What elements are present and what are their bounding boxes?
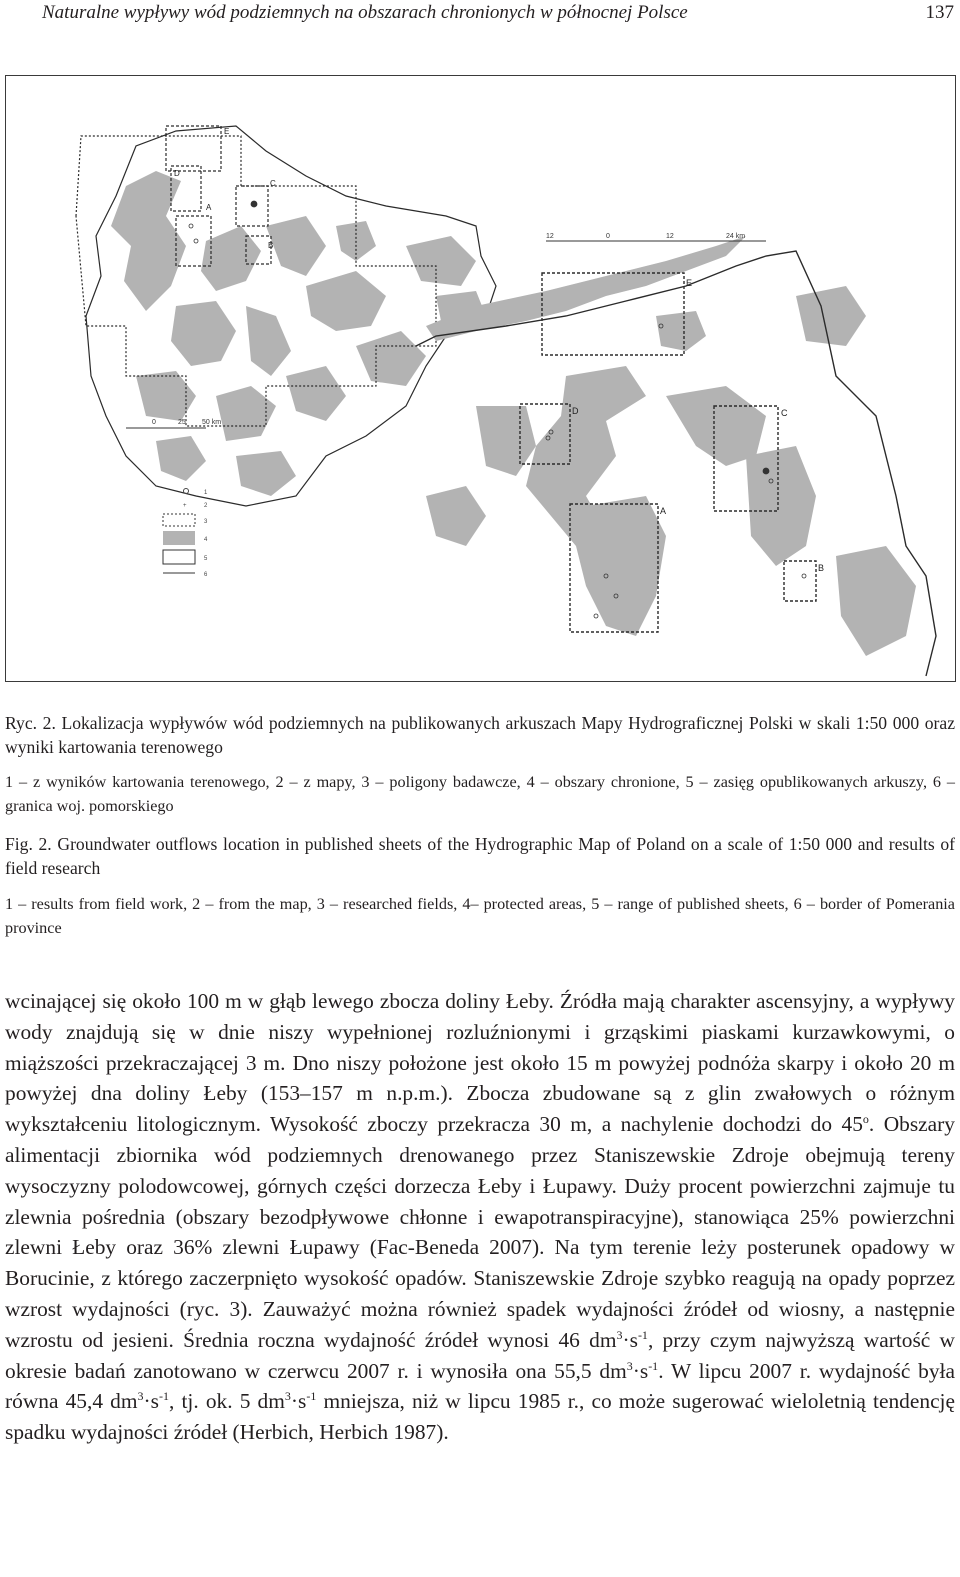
outflow-point xyxy=(802,574,806,578)
legend-symbol-3 xyxy=(163,514,195,526)
protected-area-d xyxy=(476,406,536,476)
main-scale-24: 24 km xyxy=(726,233,746,240)
inset-protected-area xyxy=(171,301,236,366)
area-label-a: A xyxy=(660,506,667,516)
protected-area-w xyxy=(426,486,486,546)
map-svg xyxy=(6,76,954,680)
inset-protected-area xyxy=(246,306,291,376)
caption-en-title: Fig. 2. Groundwater outflows location in published sheets of the Hydrographic Map of Poland on a scale of 1:50 000 and results of field research xyxy=(5,834,955,878)
outflow-point xyxy=(194,239,198,243)
legend-num-1: 1 xyxy=(204,490,208,496)
map-legend xyxy=(163,489,208,579)
outflow-point xyxy=(189,224,193,228)
main-scale-12a: 12 xyxy=(546,233,554,240)
legend-symbol-2: + xyxy=(183,503,187,509)
figure-map xyxy=(5,75,956,682)
inset-labels xyxy=(174,127,276,250)
area-label-d: D xyxy=(572,406,579,416)
inset-protected-area xyxy=(266,216,326,276)
outflow-point xyxy=(251,201,257,207)
running-header xyxy=(42,2,954,26)
inset-label-b: B xyxy=(268,241,274,250)
inset-scale xyxy=(126,419,221,428)
protected-area-east xyxy=(666,386,766,466)
area-label-b: B xyxy=(818,563,825,573)
main-map-protected-areas xyxy=(426,236,916,656)
main-scale-0: 0 xyxy=(606,233,610,240)
inset-scale-50: 50 km xyxy=(202,419,222,426)
field-b xyxy=(784,561,816,601)
inset-label-d: D xyxy=(174,169,180,178)
caption-en-legend: 1 – results from field work, 2 – from the map, 3 – researched fields, 4– protected areas, 5 – range of published sheets, 6 – border of Pomerania province xyxy=(5,895,955,937)
inset-label-c: C xyxy=(270,179,276,188)
main-scale-12b: 12 xyxy=(666,233,674,240)
protected-area-c xyxy=(746,446,816,566)
inset-scale-0: 0 xyxy=(152,419,156,426)
inset-protected-area xyxy=(136,371,196,421)
inset-protected-area xyxy=(156,436,206,481)
body-paragraph: wcinającej się około 100 m w głąb lewego zbocza doliny Łeby. Źródła mają charakter ascensyjny, a wypływy wody znajdują się w dnie niszy wypełnionej rozluźnionymi i grząskimi piaskami kurzawkowymi, o miąższości przekraczającej 3 m. Dno niszy położone jest około 15 m powyżej podnóża skarpy i około 20 m powyżej dna doliny Łeby (153–157 m n.p.m.). Zbocza zbudowane są z glin zwałowych o różnym wykształceniu litologicznym. Wysokość zboczy przekracza 30 m, a nachylenie dochodzi do 45$^o$. Obszary alimentacji zbiornika wód podziemnych drenowanego przez Staniszewskie Zdroje obejmują tereny wysoczyzny polodowcowej, górnych części dorzecza Łeby i Łupawy. Duży procent powierzchni zajmuje tu zlewnia pośrednia (obszary bezodpływowe chłonne i ewapotranspiracyjne), stanowiąca 25% powierzchni zlewni Łeby oraz 36% zlewni Łupawy (Fac-Beneda 2007). Na tym terenie leży posterunek opadowy w Borucinie, z którego zaczerpnięto wysokość opadów. Staniszewskie Zdroje szybko reagują na opady poprzez wzrost wydajności (ryc. 3). Zauważyć można również spadek wydajności źródeł od wiosny, a następnie wzrostu od jesieni. Średnia roczna wydajność źródeł wynosi 46 $dm^3\cdot s^{-1}$, przy czym najwyższą wartość w okresie badań zanotowano w czerwcu 2007 r. i wynosiła ona 55,5 $dm^3\cdot s^{-1}$. W lipcu 2007 r. wydajność była równa 45,4 $dm^3\cdot s^{-1}$, tj. ok. 5 $dm^3\cdot s^{-1}$ mniejsza, niż w lipcu 1985 r., co może sugerować wieloletnią tendencję spadku wydajności źródeł (Herbich, Herbich 1987). xyxy=(5,989,955,1445)
inset-field-e xyxy=(166,126,221,171)
page-number: 137 xyxy=(925,2,954,23)
inset-map xyxy=(111,171,486,496)
inset-protected-area xyxy=(236,451,296,496)
legend-num-6: 6 xyxy=(204,572,208,578)
protected-area-a xyxy=(576,496,666,636)
inset-label-a: A xyxy=(206,203,212,212)
inset-protected-area xyxy=(286,366,346,421)
legend-symbol-1 xyxy=(184,489,189,494)
protected-area-se xyxy=(836,546,916,656)
outflow-point xyxy=(594,614,598,618)
legend-num-3: 3 xyxy=(204,519,208,525)
legend-symbol-4 xyxy=(163,531,195,545)
area-label-c: C xyxy=(781,408,788,418)
caption-pl-title: Ryc. 2. Lokalizacja wypływów wód podziemnych na publikowanych arkuszach Mapy Hydrograficznej Polski w skali 1:50 000 oraz wyniki kartowania terenowego xyxy=(5,713,955,757)
inset-label-e: E xyxy=(224,127,230,136)
inset-protected-area xyxy=(216,386,276,441)
caption-pl-legend: 1 – z wyników kartowania terenowego, 2 – z mapy, 3 – poligony badawcze, 4 – obszary chronione, 5 – zasięg opublikowanych arkuszy, 6 – granica woj. pomorskiego xyxy=(5,773,955,815)
main-scale xyxy=(546,233,766,241)
legend-num-2: 2 xyxy=(204,503,208,509)
legend-symbol-5 xyxy=(163,550,195,564)
running-title: Naturalne wypływy wód podziemnych na obszarach chronionych w północnej Polsce xyxy=(42,2,688,23)
inset-protected-area xyxy=(111,171,186,311)
legend-num-5: 5 xyxy=(204,556,208,562)
inset-scale-25: 25 xyxy=(178,419,186,426)
inset-protected-area xyxy=(306,271,386,331)
inset-protected-area xyxy=(356,331,426,386)
inset-protected-area xyxy=(406,236,476,286)
legend-num-4: 4 xyxy=(204,537,208,543)
protected-area-ne xyxy=(796,286,866,346)
area-label-e: E xyxy=(686,278,693,288)
outflow-point xyxy=(763,468,769,474)
protected-area-n xyxy=(656,311,706,351)
